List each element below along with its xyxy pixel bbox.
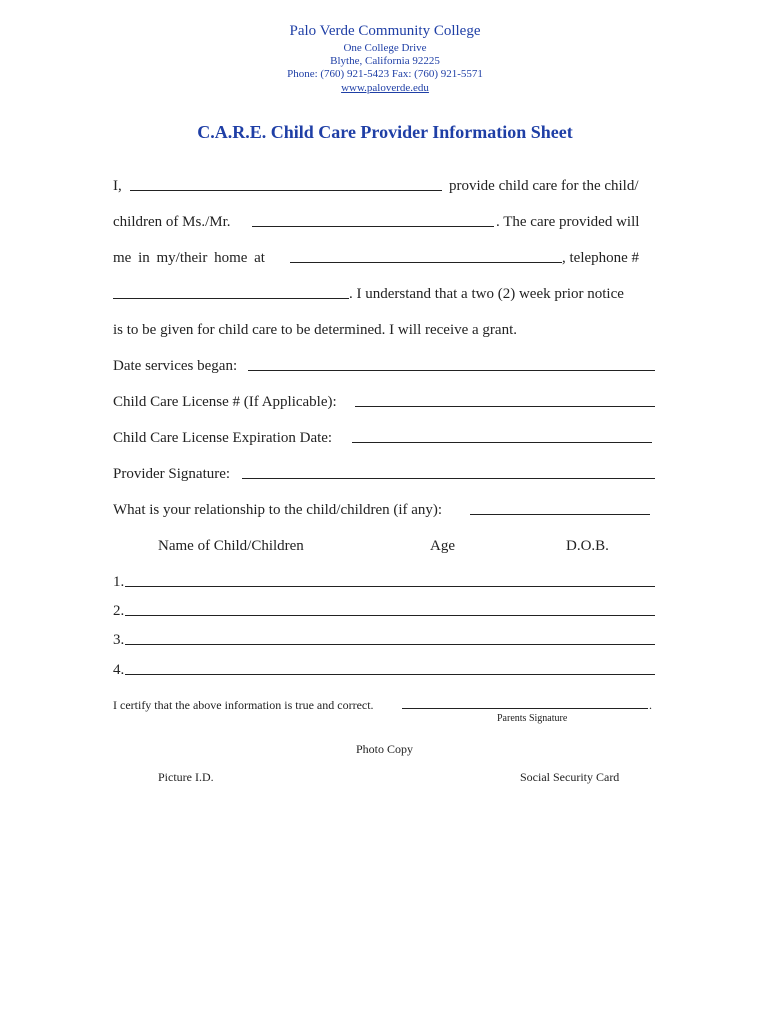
provider-signature-label: Provider Signature:: [113, 466, 231, 482]
license-label: Child Care License # (If Applicable):: [113, 394, 337, 410]
college-city: Blythe, California 92225: [330, 55, 440, 67]
para-line-3-end: , telephone #: [562, 250, 640, 266]
relationship-field[interactable]: [470, 514, 650, 515]
telephone-field[interactable]: [113, 298, 349, 299]
parent-signature-label: Parents Signature: [497, 713, 568, 724]
row-number: 3.: [113, 632, 125, 648]
parent-name-field[interactable]: [252, 226, 494, 227]
certify-text: I certify that the above information is true and correct.: [113, 698, 374, 712]
para-line-3-start: me in my/their home at: [113, 250, 265, 266]
para-line-5: is to be given for child care to be determined. I will receive a grant.: [113, 322, 518, 338]
column-header-name: Name of Child/Children: [158, 538, 304, 554]
college-address: One College Drive: [343, 42, 427, 54]
college-name: Palo Verde Community College: [289, 23, 481, 39]
social-security-label: Social Security Card: [520, 770, 620, 784]
photo-copy-heading: Photo Copy: [356, 742, 414, 756]
para-line-2-end: . The care provided will: [496, 214, 640, 230]
child-row-field[interactable]: [125, 586, 655, 587]
para-line-2-start: children of Ms./Mr.: [113, 214, 231, 230]
picture-id-label: Picture I.D.: [158, 770, 214, 784]
row-number: 2.: [113, 603, 125, 619]
relationship-label: What is your relationship to the child/children (if any):: [113, 502, 443, 518]
child-row-field[interactable]: [125, 615, 655, 616]
license-field[interactable]: [355, 406, 655, 407]
provider-signature-field[interactable]: [242, 478, 655, 479]
home-address-field[interactable]: [290, 262, 562, 263]
para-line-1-end: provide child care for the child/: [449, 178, 639, 194]
license-exp-field[interactable]: [352, 442, 652, 443]
college-phone: Phone: (760) 921-5423 Fax: (760) 921-5571: [287, 68, 483, 80]
parent-signature-field[interactable]: [402, 708, 648, 709]
column-header-age: Age: [430, 538, 455, 554]
certify-period: .: [649, 698, 652, 712]
page-title: C.A.R.E. Child Care Provider Information Sheet: [197, 122, 573, 142]
child-row-field[interactable]: [125, 644, 655, 645]
row-number: 1.: [113, 574, 125, 590]
row-number: 4.: [113, 662, 125, 678]
para-line-1-start: I,: [113, 178, 122, 194]
date-services-field[interactable]: [248, 370, 655, 371]
college-website-link[interactable]: www.paloverde.edu: [341, 82, 429, 94]
provider-name-field[interactable]: [130, 190, 442, 191]
date-services-label: Date services began:: [113, 358, 238, 374]
license-exp-label: Child Care License Expiration Date:: [113, 430, 333, 446]
child-row-field[interactable]: [125, 674, 655, 675]
para-line-4: . I understand that a two (2) week prior notice: [349, 286, 624, 302]
column-header-dob: D.O.B.: [566, 538, 609, 554]
